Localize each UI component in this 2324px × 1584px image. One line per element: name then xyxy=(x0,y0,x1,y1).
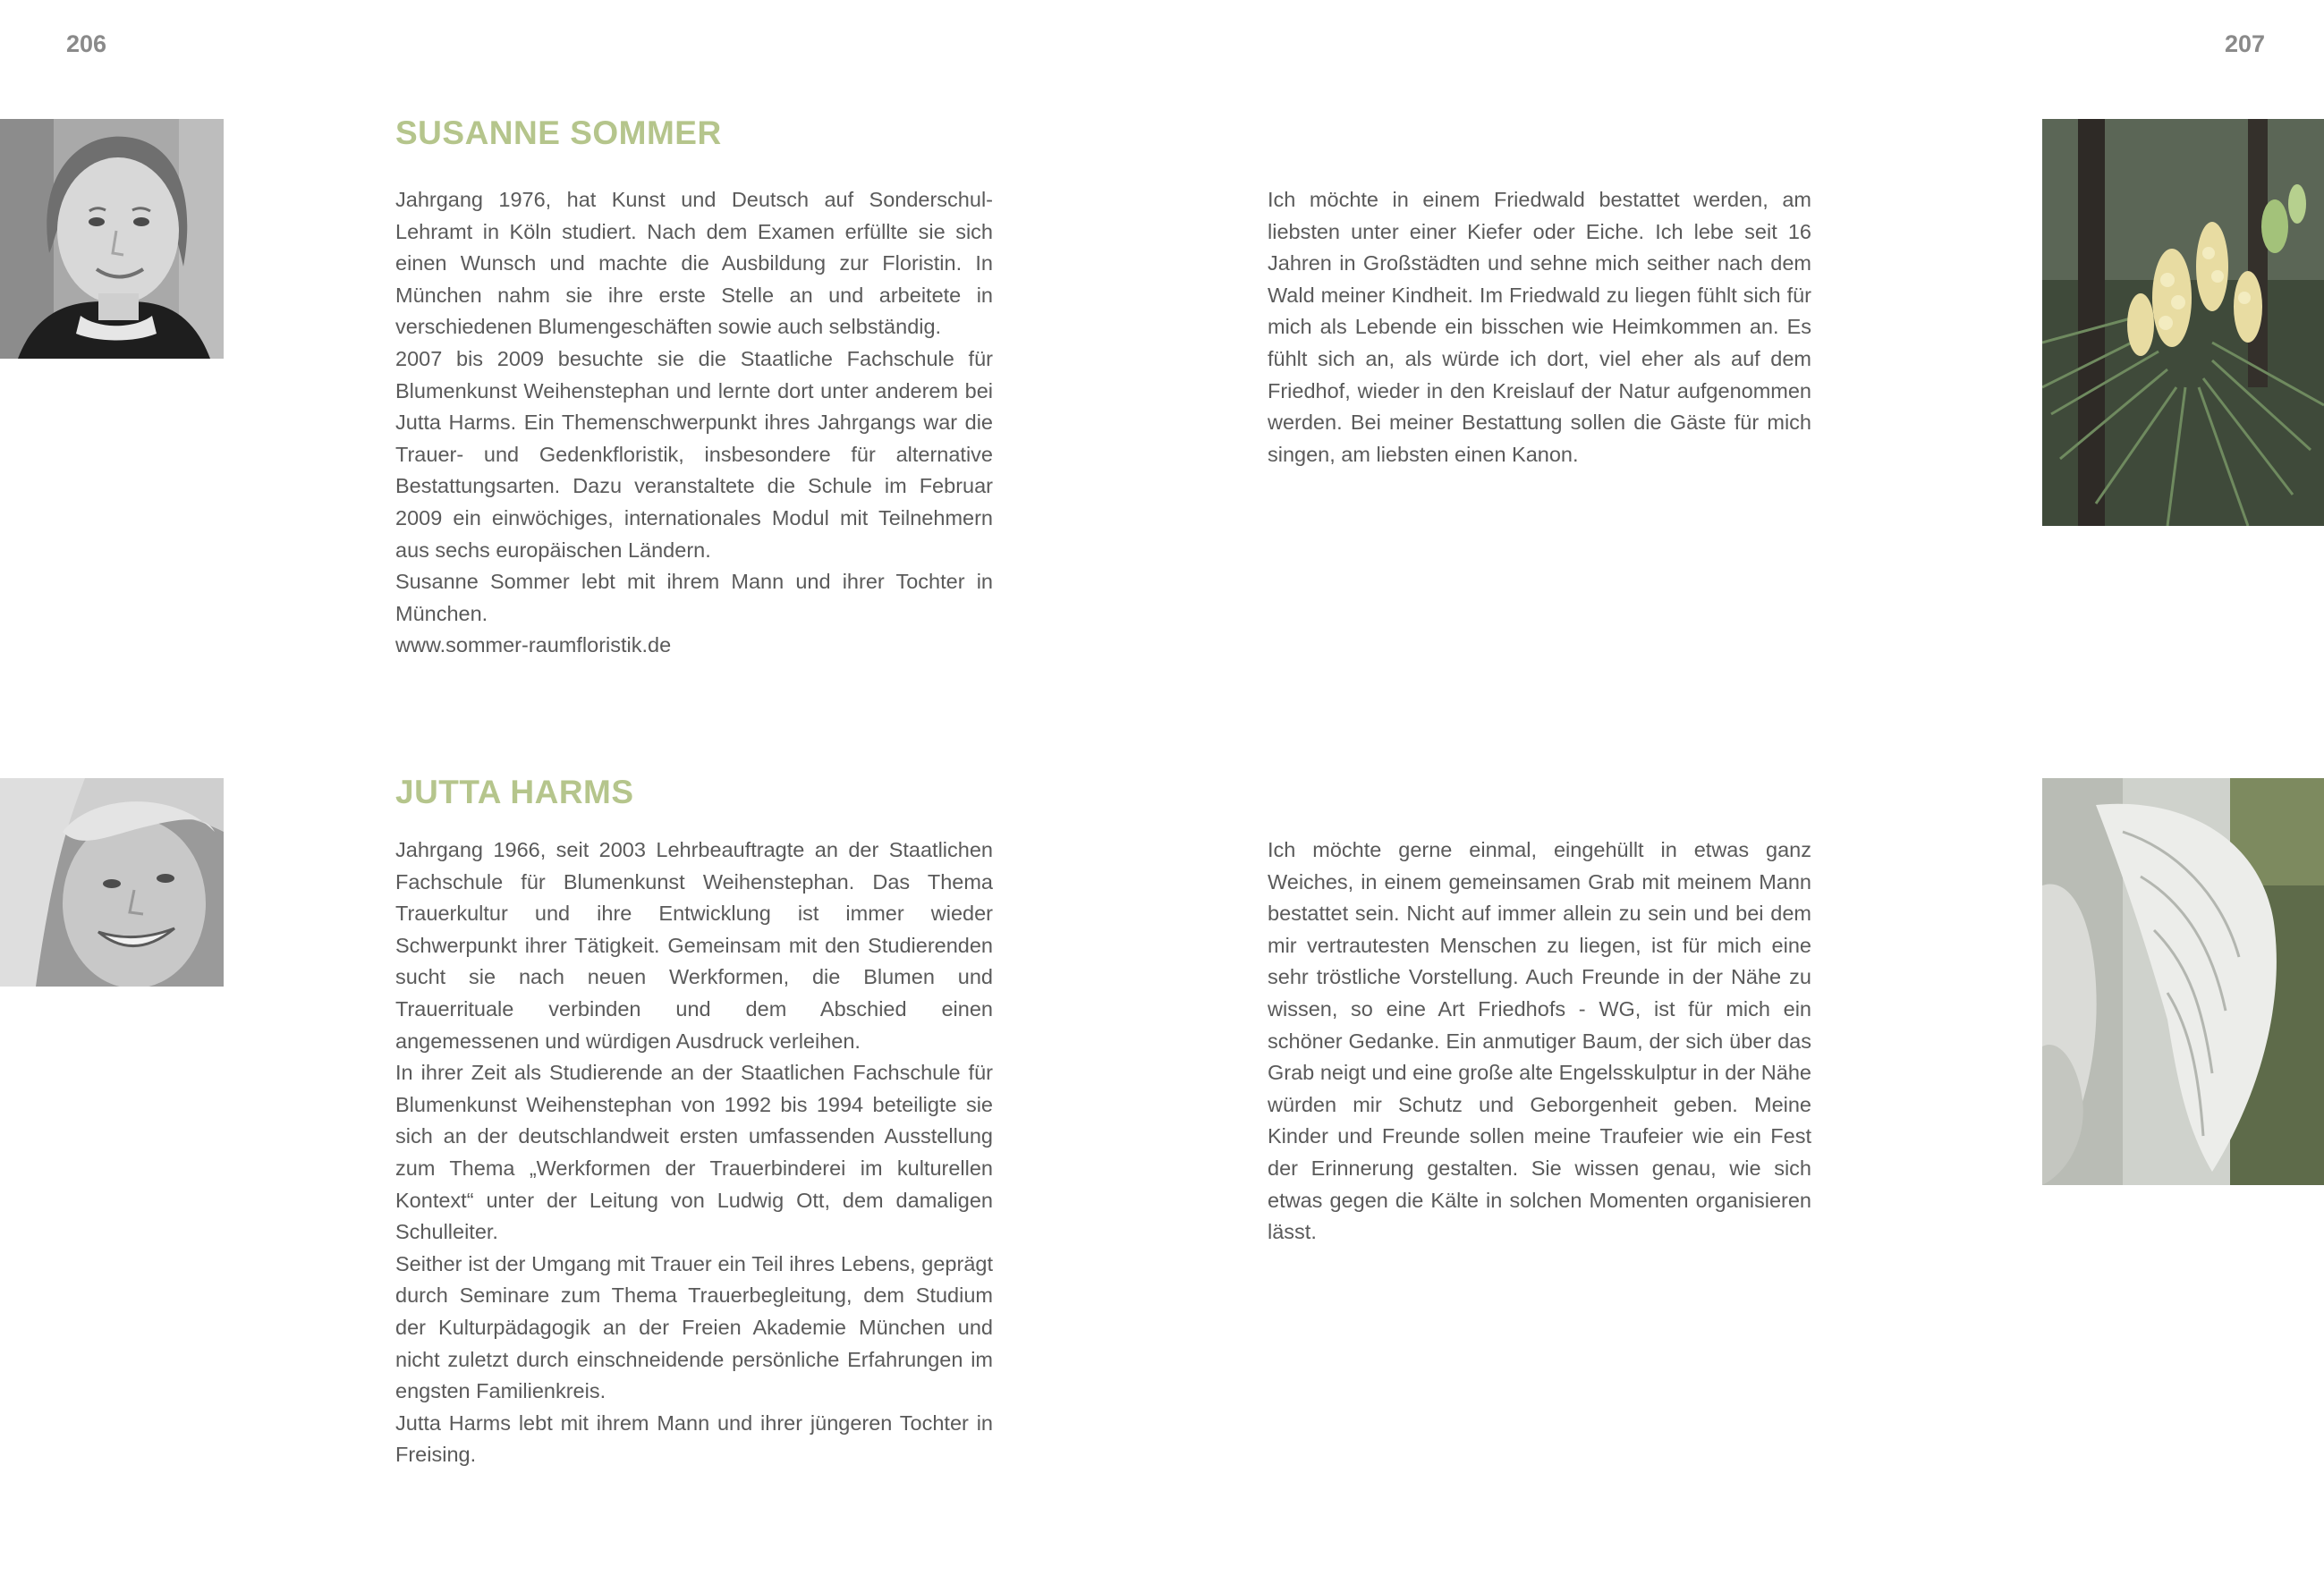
entry-name-jutta-harms: JUTTA HARMS xyxy=(395,774,634,810)
bio-jutta-harms xyxy=(395,834,993,1471)
bio-paragraph: 2007 bis 2009 besuchte sie die Staatliche Fachschule für Blumenkunst Weihenstephan und lernte dort unter anderem bei Jutta Harms. Ein Themenschwerpunkt ihres Jahrgangs war die Trauer- und Gedenkfloristik, insbesondere für alternative Bestattungsarten. Dazu veranstaltete die Schule im Februar 2009 ein einwöchiges, internationales Modul mit Teilnehmern aus sechs europäischen Ländern. xyxy=(395,346,993,562)
bio-website: www.sommer-raumfloristik.de xyxy=(395,633,672,657)
bio-paragraph: Seither ist der Umgang mit Trauer ein Teil ihres Lebens, geprägt durch Seminare zum Thema Trauerbegleitung, dem Studium der Kulturpädagogik an der Freien Akademie München und nicht zuletzt durch einschneidende persönliche Erfahrungen im engsten Familienkreis. xyxy=(395,1251,993,1403)
bio-paragraph: Jahrgang 1976, hat Kunst und Deutsch auf Sonderschul-Lehramt in Köln studiert. Nach dem Examen erfüllte sie sich einen Wunsch und machte die Ausbildung zur Floristin. In München nahm sie ihre erste Stelle an und arbeitete in verschiedenen Blumengeschäften sowie auch selbständig. xyxy=(395,188,993,339)
portrait-susanne-sommer xyxy=(0,119,224,359)
quote-paragraph: Ich möchte gerne einmal, eingehüllt in etwas ganz Weiches, in einem gemeinsamen Grab mit meinem Mann bestattet sein. Nicht auf immer allein zu sein und bei dem mir vertrautesten Menschen zu liegen, ist für mich eine sehr tröstliche Vorstellung. Auch Freunde in der Nähe zu wissen, so eine Art Friedhofs - WG, ist für mich ein schöner Gedanke. Ein anmutiger Baum, der sich über das Grab neigt und eine große alte Engelsskulptur in der Nähe würden mir Schutz und Geborgenheit geben. Meine Kinder und Freunde sollen meine Traufeier wie ein Fest der Erinnerung gestalten. Sie wissen genau, wie sich etwas gegen die Kälte in solchen Momenten organisieren lässt. xyxy=(1268,838,1811,1244)
page-number-left: 206 xyxy=(66,30,107,57)
entry-name-susanne-sommer: SUSANNE SOMMER xyxy=(395,114,722,151)
bio-paragraph: Jutta Harms lebt mit ihrem Mann und ihrer jüngeren Tochter in Freising. xyxy=(395,1410,993,1467)
quote-paragraph: Ich möchte in einem Friedwald bestattet werden, am liebsten unter einer Kiefer oder Eiche. Ich lebe seit 16 Jahren in Großstädten und sehne mich seither nach dem Wald meiner Kindheit. Im Friedwald zu liegen fühlt sich für mich als Lebende ein bisschen wie Heimkommen an. Es fühlt sich an, als würde ich dort, viel eher als auf dem Friedhof, wieder in den Kreislauf der Natur aufgenommen werden. Bei meiner Bestattung sollen die Gäste für mich singen, am liebsten einen Kanon. xyxy=(1268,188,1811,466)
photo-angel-sculpture xyxy=(2042,778,2324,1185)
quote-susanne-sommer xyxy=(1268,184,1811,470)
bio-paragraph: Jahrgang 1966, seit 2003 Lehrbeauftragte an der Staatlichen Fachschule für Blumenkunst Weihenstephan. Das Thema Trauerkultur und ihre Entwicklung ist immer wieder Schwerpunkt ihrer Tätigkeit. Gemeinsam mit den Studierenden sucht sie nach neuen Werkformen, die Blumen und Trauerrituale verbinden und dem Abschied einen angemessenen und würdigen Ausdruck verleihen. xyxy=(395,838,993,1053)
bio-paragraph: In ihrer Zeit als Studierende an der Staatlichen Fachschule für Blumenkunst Weihenstephan von 1992 bis 1994 beteiligte sie sich an der deutschlandweit ersten umfassenden Ausstellung zum Thema „Werkformen der Trauerbinderei im kulturellen Kontext“ unter der Leitung von Ludwig Ott, dem damaligen Schulleiter. xyxy=(395,1061,993,1244)
page-number-right: 207 xyxy=(2225,30,2266,57)
portrait-jutta-harms xyxy=(0,778,224,987)
quote-jutta-harms xyxy=(1268,834,1811,1249)
photo-pine-blossom xyxy=(2042,119,2324,526)
bio-susanne-sommer xyxy=(395,184,993,662)
bio-paragraph: Susanne Sommer lebt mit ihrem Mann und ihrer Tochter in München. xyxy=(395,570,993,625)
